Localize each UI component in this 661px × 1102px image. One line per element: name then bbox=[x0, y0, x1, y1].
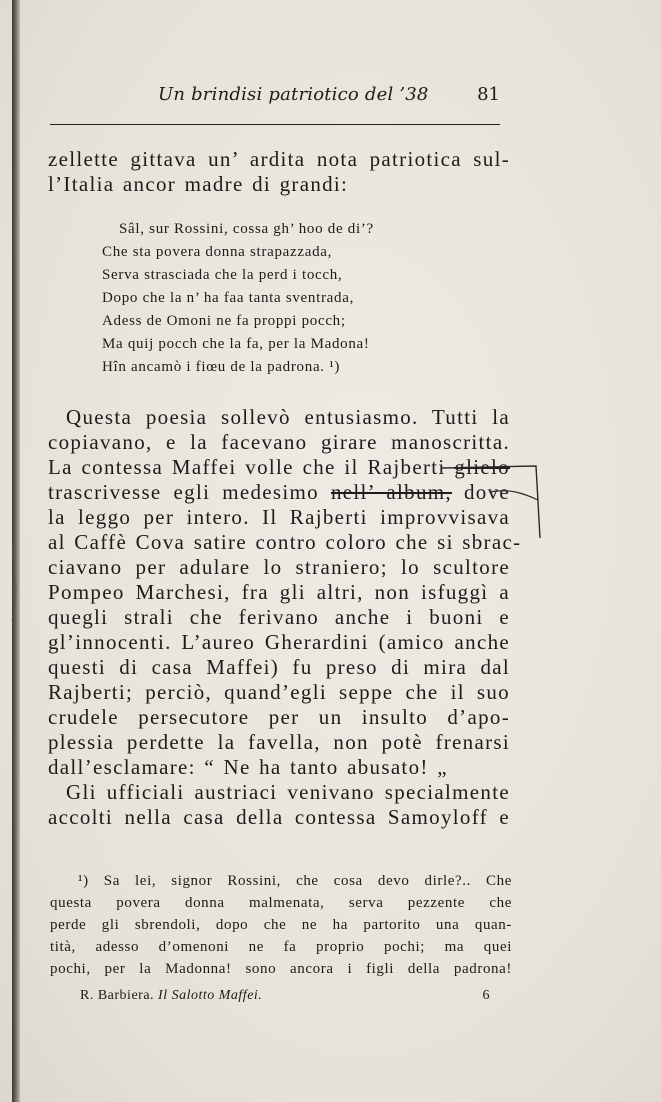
struck-word: glielo bbox=[454, 455, 510, 479]
main-paragraph bbox=[48, 405, 522, 830]
footnote-line: pochi, per la Madonna! sono ancora i figli della padrona! bbox=[50, 961, 512, 977]
signature-title: Il Salotto Maffei. bbox=[158, 988, 263, 1003]
verse-line: Dopo che la n’ ha faa tanta sventrada, bbox=[102, 290, 355, 306]
page-fold-mark bbox=[0, 540, 28, 620]
text-line: crudele persecutore per un insulto d’apo- bbox=[48, 705, 510, 729]
page-number: 81 bbox=[477, 84, 500, 105]
intro-paragraph bbox=[48, 147, 510, 197]
verse-line: Adess de Omoni ne fa proppi pocch; bbox=[102, 313, 346, 329]
footnote bbox=[50, 870, 512, 980]
printer-signature bbox=[80, 988, 490, 1004]
text-line: quegli strali che ferivano anche i buoni e bbox=[48, 605, 510, 629]
text-line: plessia perdette la favella, non potè frenarsi bbox=[48, 730, 510, 754]
text-line: gl’innocenti. L’aureo Gherardini (amico anche bbox=[48, 630, 510, 654]
footnote-separator bbox=[50, 852, 506, 853]
verse-line: Che sta povera donna strapazzada, bbox=[102, 244, 333, 260]
text-segment: dove bbox=[463, 480, 510, 504]
text-line: zellette gittava un’ ardita nota patriotica sul- bbox=[48, 147, 510, 171]
text-line: l’Italia ancor madre di grandi: bbox=[48, 172, 349, 196]
page-header bbox=[50, 84, 506, 114]
text-line: ciavano per adulare lo straniero; lo scultore bbox=[48, 555, 510, 579]
verse-line: Sâl, sur Rossini, cossa gh’ hoo de di’? bbox=[119, 221, 374, 237]
footnote-line: questa povera donna malmenata, serva pezzente che bbox=[50, 895, 512, 911]
text-line: Gli ufficiali austriaci venivano specialmente bbox=[66, 780, 510, 804]
footnote-line: perde gli sbrendoli, dopo che ne ha partorito una quan- bbox=[50, 917, 512, 933]
text-line: Questa poesia sollevò entusiasmo. Tutti la bbox=[66, 405, 510, 429]
text-line: la leggo per intero. Il Rajberti improvvisava bbox=[48, 505, 510, 529]
verse-line: Ma quij pocch che la fa, per la Madona! bbox=[102, 336, 370, 352]
header-rule bbox=[50, 124, 500, 125]
running-title: Un brindisi patriotico del ’38 bbox=[158, 84, 429, 105]
text-line: questi di casa Maffei) fu preso di mira dal bbox=[48, 655, 510, 679]
text-line bbox=[48, 455, 510, 480]
verse-line: Hîn ancamò i fiœu de la padrona. ¹) bbox=[102, 359, 341, 375]
text-line: Rajberti; perciò, quand’egli seppe che il suo bbox=[48, 680, 510, 704]
dialect-poem bbox=[102, 218, 374, 379]
text-line: copiavano, e la facevano girare manoscritta. bbox=[48, 430, 510, 454]
text-segment: La contessa Maffei volle che il Rajberti bbox=[48, 455, 446, 479]
text-line bbox=[48, 480, 510, 505]
signature-mark: 6 bbox=[482, 988, 490, 1003]
text-line: accolti nella casa della contessa Samoyloff e bbox=[48, 805, 510, 829]
footnote-line: ¹) Sa lei, signor Rossini, che cosa devo dirle?.. Che bbox=[78, 873, 512, 889]
text-line: dall’esclamare: “ Ne ha tanto abusato! „ bbox=[48, 755, 448, 779]
footnote-line: tità, adesso d’omenoni ne fa proprio pochi; ma quei bbox=[50, 939, 512, 955]
verse-line: Serva strasciada che la perd i tocch, bbox=[102, 267, 343, 283]
struck-phrase: nell’ album, bbox=[330, 480, 452, 504]
text-line: Pompeo Marchesi, fra gli altri, non isfuggì a bbox=[48, 580, 510, 604]
text-line: al Caffè Cova satire contro coloro che si sbrac- bbox=[48, 530, 522, 554]
text-segment: trascrivesse egli medesimo bbox=[48, 480, 319, 504]
signature-author: R. Barbiera. bbox=[80, 988, 155, 1003]
